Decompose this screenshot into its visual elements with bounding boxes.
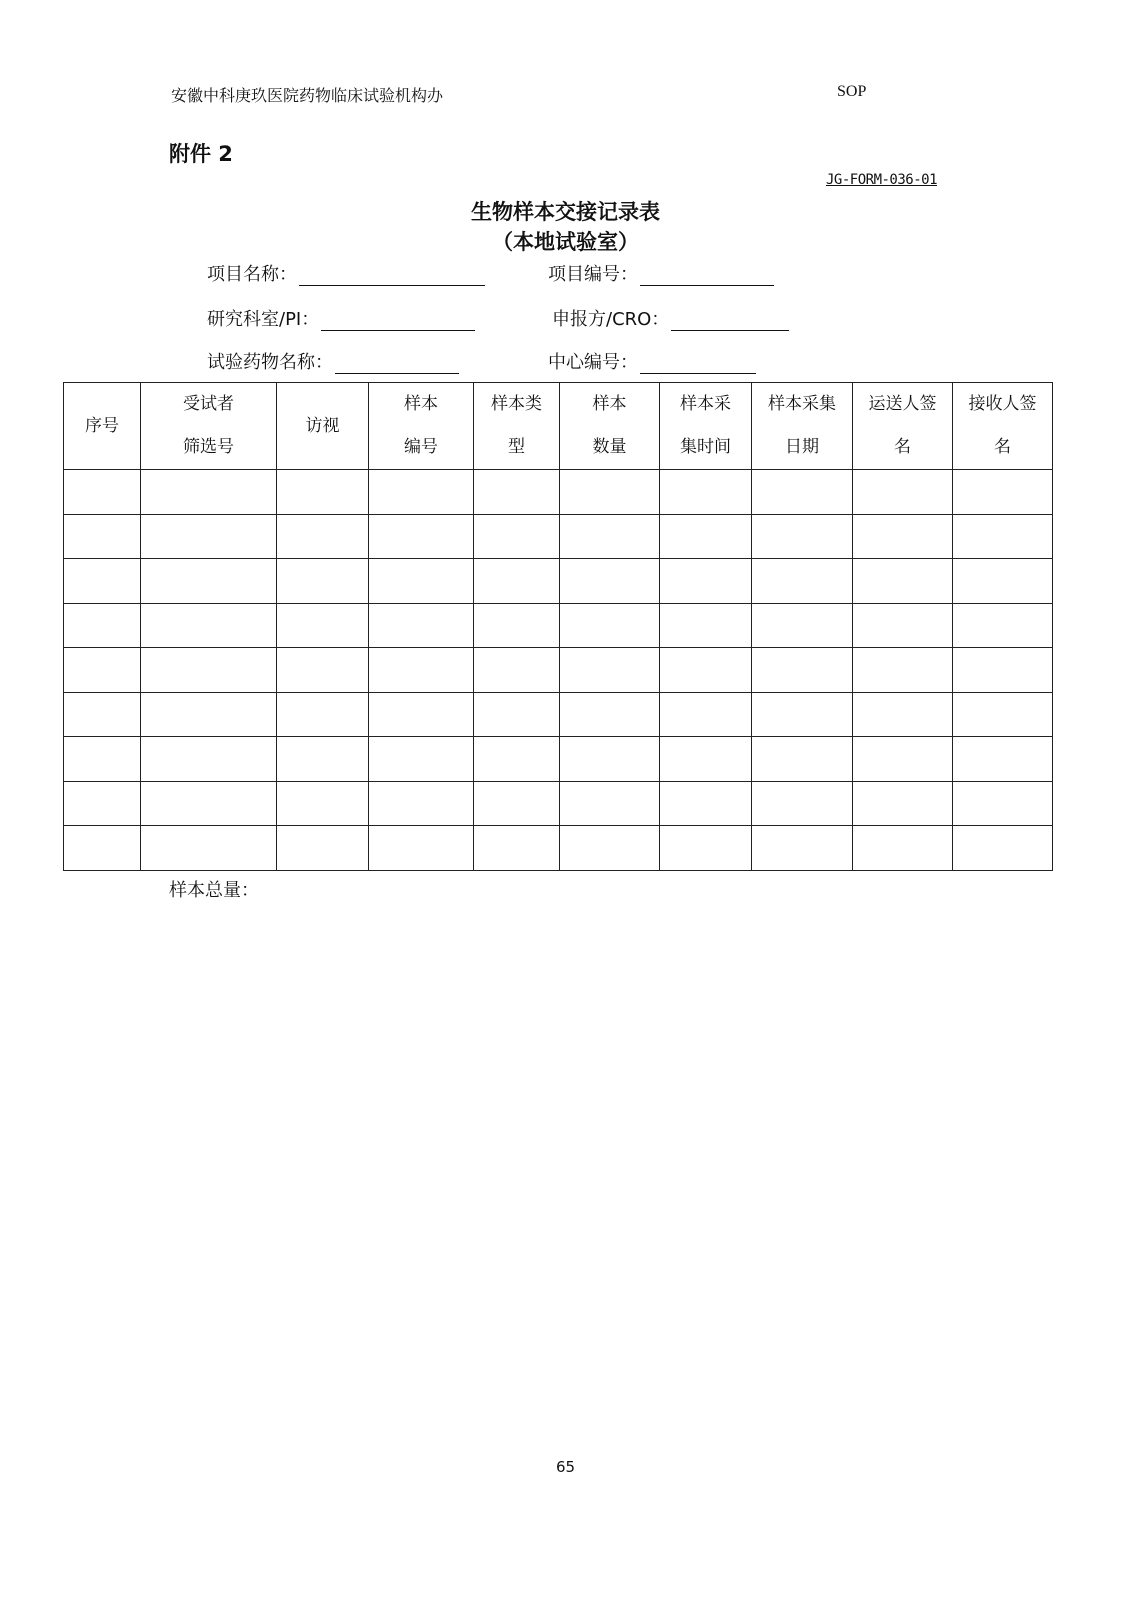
form-title: 生物样本交接记录表 — [471, 200, 660, 224]
project-number-blank[interactable] — [640, 267, 774, 286]
dept-pi-blank[interactable] — [321, 312, 475, 331]
table-cell[interactable] — [141, 470, 277, 515]
dept-pi-field[interactable] — [207, 305, 475, 331]
table-cell[interactable] — [369, 470, 474, 515]
table-cell[interactable] — [853, 737, 953, 782]
table-cell[interactable] — [141, 514, 277, 559]
table-cell[interactable] — [560, 737, 660, 782]
table-cell[interactable] — [953, 559, 1053, 604]
table-cell[interactable] — [660, 559, 752, 604]
table-cell[interactable] — [560, 559, 660, 604]
table-cell[interactable] — [660, 692, 752, 737]
table-cell[interactable] — [141, 781, 277, 826]
col-header: 序号 — [64, 383, 141, 470]
sponsor-cro-label: 申报方/CRO： — [552, 309, 670, 330]
table-cell[interactable] — [660, 648, 752, 693]
table-cell[interactable] — [369, 781, 474, 826]
table-cell[interactable] — [277, 737, 369, 782]
table-cell[interactable] — [474, 692, 560, 737]
drug-name-label: 试验药物名称： — [207, 352, 333, 373]
table-cell[interactable] — [953, 648, 1053, 693]
col-header: 样本采集 日期 — [752, 383, 853, 470]
table-cell[interactable] — [64, 692, 141, 737]
table-cell[interactable] — [474, 559, 560, 604]
table-cell[interactable] — [277, 648, 369, 693]
table-cell[interactable] — [141, 648, 277, 693]
table-cell[interactable] — [752, 781, 853, 826]
table-cell[interactable] — [752, 559, 853, 604]
table-cell[interactable] — [660, 470, 752, 515]
table-cell[interactable] — [369, 692, 474, 737]
drug-name-blank[interactable] — [335, 355, 459, 374]
table-cell[interactable] — [660, 781, 752, 826]
table-cell[interactable] — [853, 648, 953, 693]
col-header: 受试者 筛选号 — [141, 383, 277, 470]
table-cell[interactable] — [277, 470, 369, 515]
form-code: JG-FORM-036-01 — [826, 172, 938, 188]
table-cell[interactable] — [660, 737, 752, 782]
table-cell[interactable] — [64, 559, 141, 604]
col-header: 运送人签 名 — [853, 383, 953, 470]
table-body — [64, 470, 1053, 871]
table-cell[interactable] — [953, 603, 1053, 648]
table-cell[interactable] — [474, 603, 560, 648]
col-header: 样本类 型 — [474, 383, 560, 470]
attachment-label: 附件 2 — [169, 142, 233, 166]
table-cell[interactable] — [369, 603, 474, 648]
table-cell[interactable] — [369, 737, 474, 782]
table-cell[interactable] — [752, 603, 853, 648]
table-cell[interactable] — [474, 648, 560, 693]
table-cell[interactable] — [277, 692, 369, 737]
project-number-field[interactable] — [548, 260, 774, 286]
sample-handover-table — [63, 382, 1053, 871]
table-cell[interactable] — [953, 826, 1053, 871]
table-cell[interactable] — [474, 737, 560, 782]
table-cell[interactable] — [560, 470, 660, 515]
project-name-blank[interactable] — [299, 267, 485, 286]
drug-name-field[interactable] — [207, 348, 459, 374]
table-cell[interactable] — [64, 737, 141, 782]
table-cell[interactable] — [660, 603, 752, 648]
table-cell[interactable] — [64, 781, 141, 826]
table-row — [64, 648, 1053, 693]
header-institution: 安徽中科庚玖医院药物临床试验机构办 — [171, 86, 444, 105]
project-name-field[interactable] — [207, 260, 485, 286]
table-cell[interactable] — [474, 826, 560, 871]
table-cell[interactable] — [953, 514, 1053, 559]
table-cell[interactable] — [64, 470, 141, 515]
dept-pi-label: 研究科室/PI： — [207, 309, 320, 330]
center-number-label: 中心编号： — [548, 352, 638, 373]
table-cell[interactable] — [369, 826, 474, 871]
sample-total-label: 样本总量： — [169, 880, 259, 901]
table-cell[interactable] — [560, 692, 660, 737]
table-row — [64, 826, 1053, 871]
table-cell[interactable] — [853, 692, 953, 737]
table-cell[interactable] — [752, 514, 853, 559]
col-header: 样本 编号 — [369, 383, 474, 470]
col-header: 样本采 集时间 — [660, 383, 752, 470]
table-cell[interactable] — [141, 737, 277, 782]
table-cell[interactable] — [853, 470, 953, 515]
table-cell[interactable] — [64, 603, 141, 648]
table-cell[interactable] — [141, 826, 277, 871]
table-cell[interactable] — [752, 826, 853, 871]
page-number: 65 — [555, 1458, 576, 1476]
table-cell[interactable] — [369, 648, 474, 693]
table-row — [64, 737, 1053, 782]
table-cell[interactable] — [277, 826, 369, 871]
table-cell[interactable] — [752, 692, 853, 737]
table-cell[interactable] — [277, 603, 369, 648]
table-cell[interactable] — [560, 826, 660, 871]
table-cell[interactable] — [853, 514, 953, 559]
center-number-blank[interactable] — [640, 355, 756, 374]
table-cell[interactable] — [64, 648, 141, 693]
table-cell[interactable] — [660, 826, 752, 871]
table-cell[interactable] — [141, 559, 277, 604]
table-cell[interactable] — [277, 781, 369, 826]
table-cell[interactable] — [474, 470, 560, 515]
center-number-field[interactable] — [548, 348, 756, 374]
table-row — [64, 781, 1053, 826]
col-header: 样本 数量 — [560, 383, 660, 470]
table-cell[interactable] — [560, 781, 660, 826]
table-header-row — [64, 383, 1053, 470]
table-row — [64, 692, 1053, 737]
table-cell[interactable] — [474, 514, 560, 559]
table-row — [64, 514, 1053, 559]
table-cell[interactable] — [853, 826, 953, 871]
table-cell[interactable] — [560, 648, 660, 693]
table-cell[interactable] — [64, 826, 141, 871]
form-subtitle: （本地试验室） — [492, 230, 639, 254]
col-header: 访视 — [277, 383, 369, 470]
table-row — [64, 559, 1053, 604]
col-header: 接收人签 名 — [953, 383, 1053, 470]
table-cell[interactable] — [560, 603, 660, 648]
table-cell[interactable] — [853, 559, 953, 604]
project-number-label: 项目编号： — [548, 264, 638, 285]
table-cell[interactable] — [660, 514, 752, 559]
table-cell[interactable] — [141, 692, 277, 737]
table-cell[interactable] — [752, 737, 853, 782]
table-cell[interactable] — [853, 603, 953, 648]
table-row — [64, 603, 1053, 648]
table-row — [64, 470, 1053, 515]
table-cell[interactable] — [853, 781, 953, 826]
table-cell[interactable] — [752, 470, 853, 515]
table-cell[interactable] — [953, 781, 1053, 826]
header-doc-type: SOP — [837, 83, 867, 100]
table-cell[interactable] — [64, 514, 141, 559]
table-cell[interactable] — [752, 648, 853, 693]
table-cell[interactable] — [953, 470, 1053, 515]
table-cell[interactable] — [953, 692, 1053, 737]
table-cell[interactable] — [560, 514, 660, 559]
table-cell[interactable] — [369, 559, 474, 604]
table-cell[interactable] — [277, 559, 369, 604]
table-cell[interactable] — [369, 514, 474, 559]
table-cell[interactable] — [141, 603, 277, 648]
project-name-label: 项目名称： — [207, 264, 297, 285]
table-cell[interactable] — [277, 514, 369, 559]
sponsor-cro-field[interactable] — [552, 305, 789, 331]
table-cell[interactable] — [953, 737, 1053, 782]
sponsor-cro-blank[interactable] — [671, 312, 789, 331]
table-cell[interactable] — [474, 781, 560, 826]
